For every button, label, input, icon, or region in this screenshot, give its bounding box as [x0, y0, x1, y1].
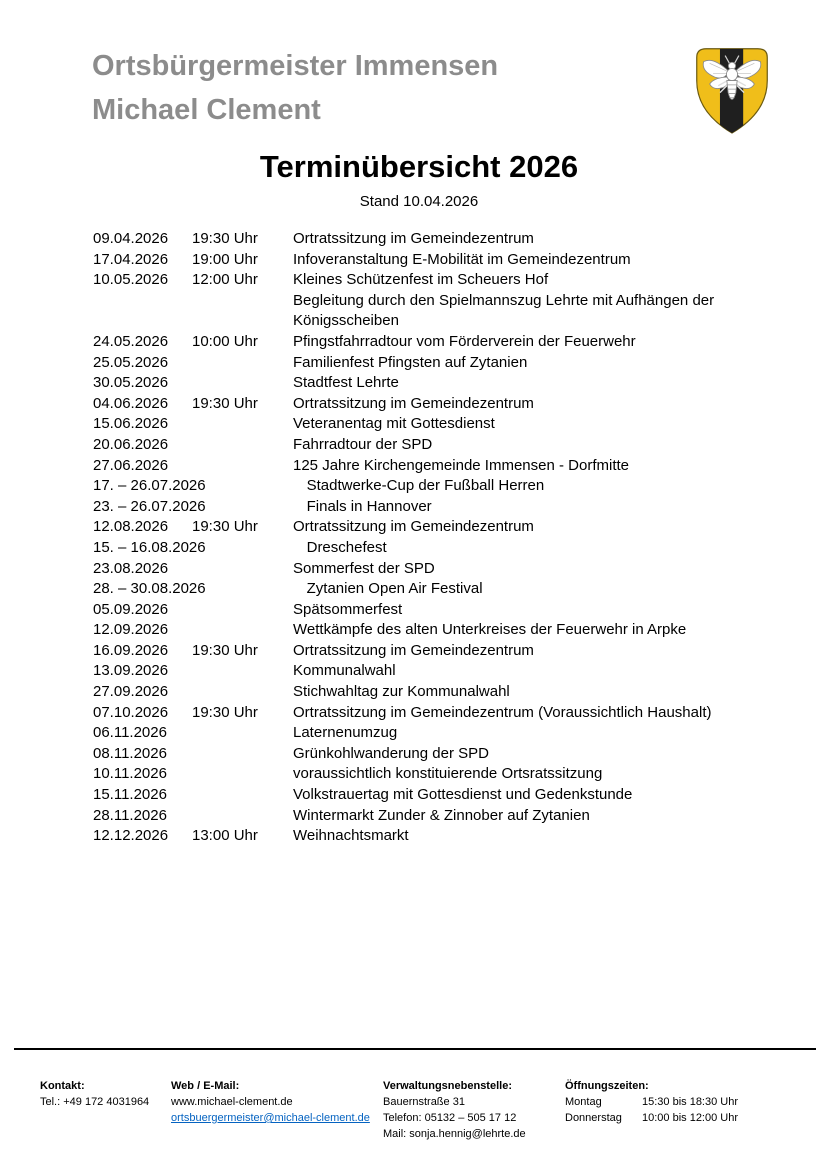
schedule-row	[93, 600, 759, 621]
footer-office-heading: Verwaltungsnebenstelle:	[383, 1080, 512, 1092]
schedule-row	[93, 620, 759, 641]
schedule-row	[93, 270, 759, 291]
event-date: 30.05.2026	[93, 374, 169, 392]
crest-shield-icon	[689, 42, 775, 138]
event-description: Stadtwerke-Cup der Fußball Herren	[306, 477, 545, 495]
schedule-row	[93, 806, 759, 827]
event-description: Stichwahltag zur Kommunalwahl	[293, 683, 510, 701]
opening-hours-rows	[565, 1094, 738, 1126]
event-date: 15. – 16.08.2026	[93, 538, 206, 556]
schedule-row	[93, 394, 759, 415]
footer-website: www.michael-clement.de	[171, 1096, 293, 1108]
event-time: 19:30 Uhr	[192, 641, 258, 659]
event-date: 17.04.2026	[93, 250, 169, 268]
event-description: Spätsommerfest	[293, 600, 403, 618]
event-time: 19:30 Uhr	[192, 703, 258, 721]
footer-office-mail: Mail: sonja.hennig@lehrte.de	[383, 1128, 526, 1140]
event-description: Grünkohlwanderung der SPD	[293, 744, 489, 762]
event-date: 09.04.2026	[93, 230, 169, 247]
event-date: 13.09.2026	[93, 662, 169, 680]
event-time: 19:30 Uhr	[192, 518, 258, 536]
event-description: Fahrradtour der SPD	[293, 435, 433, 453]
schedule-row	[93, 682, 759, 703]
schedule-row	[93, 764, 759, 785]
footer-contact	[40, 1078, 149, 1110]
footer-contact-heading: Kontakt:	[40, 1080, 85, 1092]
event-date: 27.09.2026	[93, 683, 169, 701]
footer-office-address: Bauernstraße 31	[383, 1096, 465, 1108]
footer-office	[383, 1078, 526, 1142]
event-date: 28. – 30.08.2026	[93, 580, 206, 598]
event-date: 20.06.2026	[93, 435, 169, 453]
event-description: Stadtfest Lehrte	[293, 374, 399, 392]
event-description: Pfingstfahrradtour vom Förderverein der Feuerwehr	[293, 332, 636, 350]
event-date: 28.11.2026	[93, 806, 167, 824]
event-date: 12.09.2026	[93, 621, 169, 639]
schedule-row	[93, 291, 759, 332]
event-description: Wintermarkt Zunder & Zinnober auf Zytanien	[293, 806, 590, 824]
event-date: 24.05.2026	[93, 332, 169, 350]
schedule-row	[93, 826, 759, 847]
event-time: 10:00 Uhr	[192, 332, 258, 350]
event-description: Infoveranstaltung E-Mobilität im Gemeindezentrum	[293, 250, 631, 268]
event-description: Ortratssitzung im Gemeindezentrum	[293, 230, 534, 247]
event-description: Finals in Hannover	[306, 497, 432, 515]
opening-hours-row	[565, 1110, 738, 1126]
event-time: 19:00 Uhr	[192, 250, 258, 268]
letterhead-line2: Michael Clement	[92, 94, 321, 126]
event-date: 05.09.2026	[93, 600, 169, 618]
schedule-row	[93, 579, 759, 600]
event-description: Dreschefest	[306, 538, 387, 556]
schedule-row	[93, 538, 759, 559]
opening-time: 15:30 bis 18:30 Uhr	[642, 1096, 739, 1108]
schedule-row	[93, 785, 759, 806]
schedule-row	[93, 703, 759, 724]
event-description: voraussichtlich konstituierende Ortsratssitzung	[293, 765, 603, 783]
footer-web-heading: Web / E-Mail:	[171, 1080, 240, 1092]
event-date: 15.06.2026	[93, 415, 169, 433]
opening-day: Montag	[565, 1096, 602, 1108]
page-subtitle: Stand 10.04.2026	[359, 193, 479, 210]
schedule-row	[93, 353, 759, 374]
event-date: 27.06.2026	[93, 456, 169, 474]
schedule-row	[93, 559, 759, 580]
schedule-row	[93, 497, 759, 518]
event-description: Ortratssitzung im Gemeindezentrum	[293, 394, 534, 412]
event-description: Weihnachtsmarkt	[293, 827, 409, 845]
schedule-row	[93, 435, 759, 456]
event-description: Begleitung durch den Spielmannszug Lehrte mit Aufhängen der Königsscheiben	[293, 291, 715, 330]
event-description: Wettkämpfe des alten Unterkreises der Feuerwehr in Arpke	[293, 621, 687, 639]
opening-hours-row	[565, 1094, 738, 1110]
opening-time: 10:00 bis 12:00 Uhr	[642, 1112, 739, 1124]
event-time: 19:30 Uhr	[192, 230, 258, 247]
schedule-row	[93, 641, 759, 662]
footer-hours-heading: Öffnungszeiten:	[565, 1080, 649, 1092]
footer-contact-phone: Tel.: +49 172 4031964	[40, 1096, 150, 1108]
footer-divider	[14, 1048, 816, 1050]
event-date: 06.11.2026	[93, 724, 167, 742]
schedule-row	[93, 332, 759, 353]
event-description: Kleines Schützenfest im Scheuers Hof	[293, 271, 549, 289]
event-date: 12.12.2026	[93, 827, 169, 845]
event-date: 23.08.2026	[93, 559, 169, 577]
event-date: 12.08.2026	[93, 518, 169, 536]
event-description: Sommerfest der SPD	[293, 559, 435, 577]
schedule-row	[93, 661, 759, 682]
event-time: 13:00 Uhr	[192, 827, 258, 845]
event-date: 15.11.2026	[93, 786, 167, 804]
event-date: 25.05.2026	[93, 353, 169, 371]
event-date: 08.11.2026	[93, 744, 167, 762]
letterhead	[92, 44, 498, 132]
coat-of-arms	[689, 42, 775, 138]
footer-office-phone: Telefon: 05132 – 505 17 12	[383, 1112, 517, 1124]
event-description: Kommunalwahl	[293, 662, 396, 680]
schedule-row	[93, 414, 759, 435]
letterhead-line1: Ortsbürgermeister Immensen	[92, 50, 499, 82]
event-date: 10.11.2026	[93, 765, 167, 783]
opening-day: Donnerstag	[565, 1112, 622, 1124]
schedule-row	[93, 456, 759, 477]
event-time: 19:30 Uhr	[192, 394, 258, 412]
schedule-list	[93, 229, 759, 847]
event-date: 07.10.2026	[93, 703, 169, 721]
schedule-row	[93, 517, 759, 538]
event-date: 16.09.2026	[93, 641, 169, 659]
event-description: Ortratssitzung im Gemeindezentrum (Voraussichtlich Haushalt)	[293, 703, 712, 721]
event-description: Ortratssitzung im Gemeindezentrum	[293, 518, 534, 536]
schedule-row	[93, 229, 759, 250]
event-date: 10.05.2026	[93, 271, 169, 289]
schedule-row	[93, 744, 759, 765]
schedule-row	[93, 250, 759, 271]
event-description: Familienfest Pfingsten auf Zytanien	[293, 353, 528, 371]
event-date: 17. – 26.07.2026	[93, 477, 206, 495]
event-description: Veteranentag mit Gottesdienst	[293, 415, 495, 433]
footer-email-link[interactable]: ortsbuergermeister@michael-clement.de	[171, 1112, 370, 1124]
schedule-row	[93, 373, 759, 394]
event-description: Ortratssitzung im Gemeindezentrum	[293, 641, 534, 659]
schedule-row	[93, 476, 759, 497]
footer-web	[171, 1078, 370, 1126]
event-description: Laternenumzug	[293, 724, 398, 742]
event-date: 04.06.2026	[93, 394, 169, 412]
event-date: 23. – 26.07.2026	[93, 497, 206, 515]
schedule-row	[93, 723, 759, 744]
event-description: 125 Jahre Kirchengemeinde Immensen - Dorfmitte	[293, 456, 629, 474]
event-description: Zytanien Open Air Festival	[306, 580, 483, 598]
footer-hours	[565, 1078, 738, 1126]
event-time: 12:00 Uhr	[192, 271, 258, 289]
page-title: Terminübersicht 2026	[259, 149, 579, 184]
event-description: Volkstrauertag mit Gottesdienst und Gedenkstunde	[293, 786, 633, 804]
